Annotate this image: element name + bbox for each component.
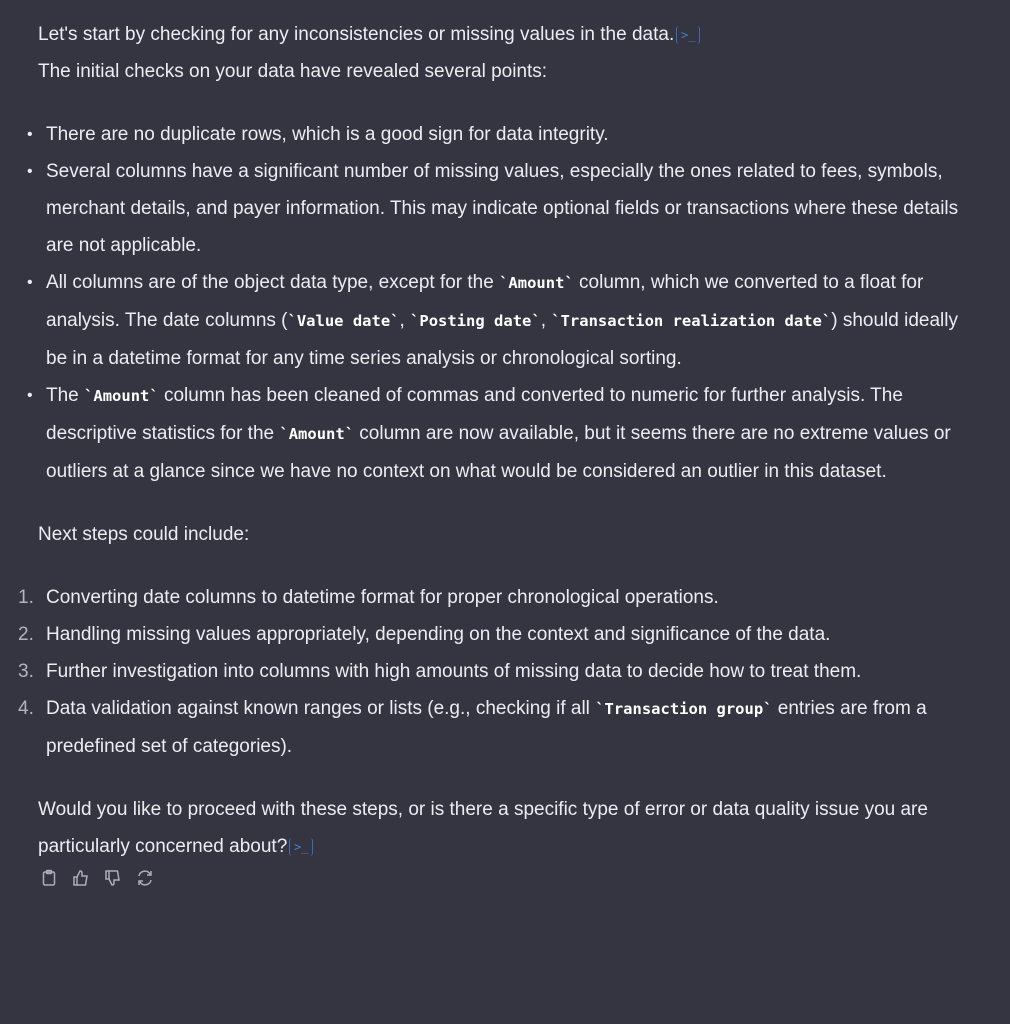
- text: There are no duplicate rows, which is a good sign for data integrity.: [46, 124, 609, 145]
- code-run-icon[interactable]: >_: [289, 838, 313, 856]
- text: ,: [399, 310, 411, 331]
- closing-paragraph: Would you like to proceed with these steps, or is there a specific type of error or data quality issue you are particularly concerned about? >_: [38, 799, 928, 857]
- message-actions: [40, 869, 968, 887]
- step-number: 1.: [18, 587, 34, 608]
- thumbs-down-icon[interactable]: [104, 869, 122, 887]
- inline-code: `Amount`: [84, 387, 159, 405]
- text: column has been cleaned of commas and converted to numeric for further analysis. The descriptive statistics for the: [46, 385, 903, 444]
- text: ) should ideally be in a datetime format for any time series analysis or chronological sorting.: [46, 310, 958, 369]
- code-run-icon[interactable]: >_: [676, 26, 700, 44]
- text: All columns are of the object data type, except for the: [46, 272, 500, 293]
- text: The: [46, 385, 85, 406]
- text: ,: [540, 310, 552, 331]
- next-steps-list: [18, 579, 968, 765]
- text: Converting date columns to datetime format for proper chronological operations.: [46, 587, 719, 608]
- list-item: [18, 616, 968, 653]
- text: column, which we converted to a float for analysis. The date columns (: [46, 272, 924, 331]
- summary-paragraph: The initial checks on your data have revealed several points:: [38, 61, 548, 82]
- list-item: [38, 153, 968, 264]
- list-item: [38, 377, 968, 490]
- next-steps-heading: Next steps could include:: [38, 524, 250, 545]
- inline-code: `Amount`: [499, 274, 574, 292]
- list-item: [18, 690, 968, 765]
- step-number: 2.: [18, 624, 34, 645]
- inline-code: `Amount`: [279, 425, 355, 443]
- list-item: [38, 264, 968, 377]
- text: Data validation against known ranges or lists (e.g., checking if all: [46, 698, 596, 719]
- text: Further investigation into columns with high amounts of missing data to decide how to treat them.: [46, 661, 862, 682]
- step-number: 3.: [18, 661, 34, 682]
- text: Several columns have a significant number of missing values, especially the ones related to fees, symbols, merchant details, and payer information. This may indicate optional fields or transactions where these details are not applicable.: [46, 161, 959, 256]
- list-item: [18, 653, 968, 690]
- thumbs-up-icon[interactable]: [72, 869, 90, 887]
- text: column are now available, but it seems there are no extreme values or outliers at a glance since we have no context on what would be considered an outlier in this dataset.: [46, 423, 951, 482]
- intro-paragraph: Let's start by checking for any inconsistencies or missing values in the data. >_: [38, 16, 968, 53]
- text: entries are from a predefined set of categories).: [46, 698, 927, 757]
- inline-code: `Transaction group`: [595, 700, 773, 718]
- list-item: [38, 116, 968, 153]
- inline-code: `Value date`: [287, 312, 400, 330]
- step-number: 4.: [18, 698, 34, 719]
- text: Handling missing values appropriately, depending on the context and significance of the data.: [46, 624, 831, 645]
- assistant-message: [18, 16, 968, 887]
- findings-list: [38, 116, 968, 490]
- list-item: [18, 579, 968, 616]
- inline-code: `Transaction realization date`: [551, 312, 832, 330]
- inline-code: `Posting date`: [410, 312, 541, 330]
- copy-icon[interactable]: [40, 869, 58, 887]
- regenerate-icon[interactable]: [136, 869, 154, 887]
